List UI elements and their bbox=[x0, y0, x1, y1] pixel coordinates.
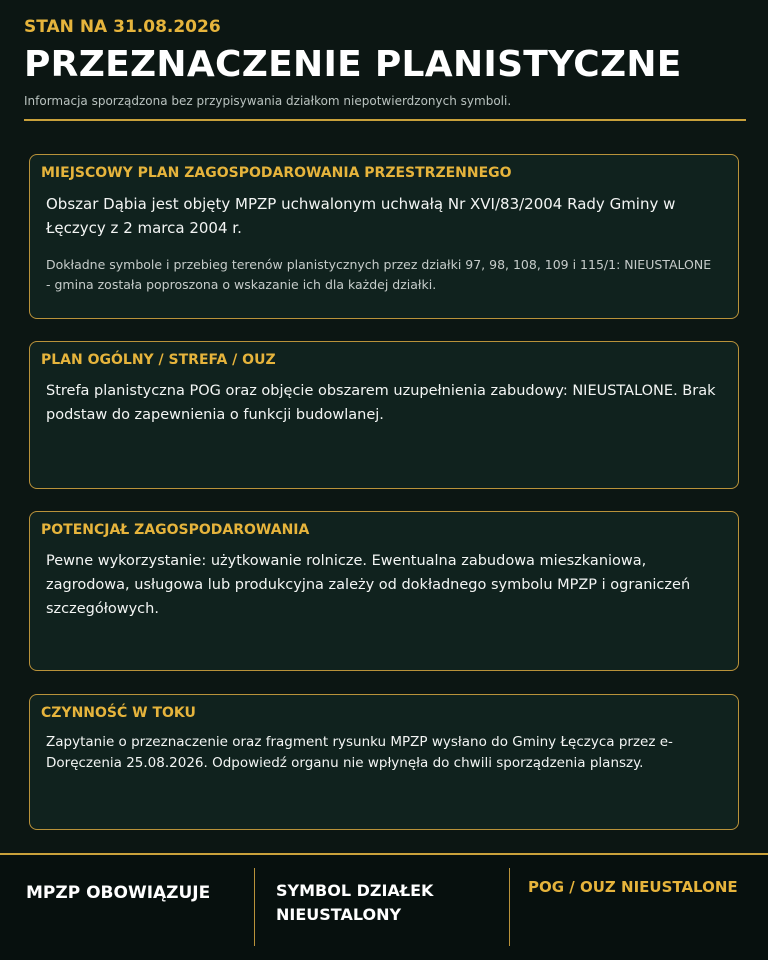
status-date: STAN NA 31.08.2026 bbox=[24, 17, 221, 37]
section-text: Pewne wykorzystanie: użytkowanie rolnicze. Ewentualna zabudowa mieszkaniowa, zagrodowa, usługowa lub produkcyjna zależy od dokładnego symbolu MPZP i ograniczeń szczegółowych. bbox=[46, 553, 691, 617]
section-title: PLAN OGÓLNY / STREFA / OUZ bbox=[41, 352, 276, 368]
header bbox=[24, 16, 746, 109]
section-title: POTENCJAŁ ZAGOSPODAROWANIA bbox=[41, 522, 310, 538]
section-text: Zapytanie o przeznaczenie oraz fragment rysunku MPZP wysłano do Gminy Łęczyca przez e-Doręczenia 25.08.2026. Odpowiedź organu nie wpłynęła do chwili sporządzenia planszy. bbox=[46, 734, 673, 771]
footer-divider bbox=[0, 853, 768, 855]
section-title: CZYNNOŚĆ W TOKU bbox=[41, 705, 196, 721]
footer-status-bar bbox=[0, 853, 768, 960]
footer-status-symbol: SYMBOL DZIAŁEK NIEUSTALONY bbox=[276, 881, 434, 924]
section-mpzp bbox=[29, 154, 739, 319]
page-subtitle: Informacja sporządzona bez przypisywania działkom niepotwierdzonych symboli. bbox=[24, 94, 512, 108]
header-divider bbox=[24, 119, 746, 121]
section-title: MIEJSCOWY PLAN ZAGOSPODAROWANIA PRZESTRZENNEGO bbox=[41, 165, 512, 181]
section-potencjal bbox=[29, 511, 739, 671]
footer-separator bbox=[254, 868, 255, 946]
section-czynnosc bbox=[29, 694, 739, 830]
section-text: Obszar Dąbia jest objęty MPZP uchwalonym uchwałą Nr XVI/83/2004 Rady Gminy w Łęczycy z 2 marca 2004 r. bbox=[46, 195, 676, 237]
footer-status-pog: POG / OUZ NIEUSTALONE bbox=[528, 878, 738, 896]
section-plan-ogolny bbox=[29, 341, 739, 489]
footer-separator bbox=[509, 868, 510, 946]
section-text: Strefa planistyczna POG oraz objęcie obszarem uzupełnienia zabudowy: NIEUSTALONE. Brak podstaw do zapewnienia o funkcji budowlanej. bbox=[46, 383, 716, 423]
footer-status-mpzp: MPZP OBOWIĄZUJE bbox=[26, 883, 211, 903]
section-note: Dokładne symbole i przebieg terenów planistycznych przez działki 97, 98, 108, 109 i 115/1: NIEUSTALONE - gmina została poproszona o wskazanie ich dla każdej działki. bbox=[46, 257, 712, 292]
page-title: PRZEZNACZENIE PLANISTYCZNE bbox=[24, 44, 682, 85]
